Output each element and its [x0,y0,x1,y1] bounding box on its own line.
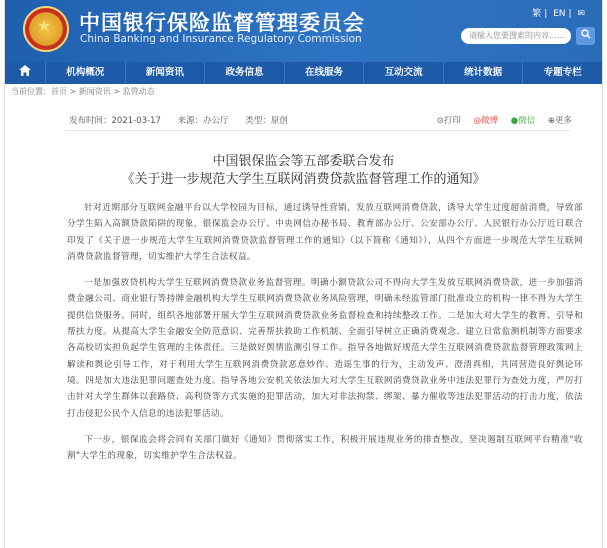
nav-item-special-topics[interactable]: 专题专栏 [543,67,582,78]
search-icon[interactable] [576,27,595,45]
site-title-cn: 中国银行保险监督管理委员会 [79,10,365,35]
site-header [5,0,602,62]
emblem-logo: ★ [23,6,69,52]
article-title-line2: 《关于进一步规范大学生互联网消费贷款监督管理工作的通知》 [121,172,486,187]
article-body [67,200,583,474]
print-button[interactable]: ⊙打印 [436,116,461,126]
nav-item-about[interactable]: 机构概况 [46,62,126,84]
search-input[interactable]: 请输入您要搜索的内容…… [461,28,571,44]
article-title-line1: 中国银保监会等五部委联合发布 [212,154,395,169]
weixin-share-button[interactable]: ●微信 [510,116,536,126]
more-share-button[interactable]: ⊕更多 [547,116,572,126]
paragraph: 针对近期部分互联网金融平台以大学校园为目标，通过诱导性营销，发放互联网消费贷款，诱导大学生过度超前消费，导致部分学生陷入高额贷款陷阱的现象，银保监会办公厅、中央网信办秘书局、教育部办公厅、公安部办公厅、人民银行办公厅近日联合印发了《关于进一步规范大学生互联网消费贷款监督管理工作的通知》（以下简称《通知》），从四个方面进一步规范大学生互联网消费贷款监督管理，切实维护大学生合法权益。 [67,203,583,262]
top-links: 繁 | EN | ✉ [532,9,585,19]
traditional-chinese-link[interactable]: 繁 [532,9,542,19]
paragraph: 下一步，银保监会将会同有关部门做好《通知》贯彻落实工作，积极开展违规业务的排查整改，坚决遏制互联网平台精准"收割"大学生的现象，切实维护学生合法权益。 [67,434,583,462]
mail-icon[interactable]: ✉ [577,9,585,19]
nav-item-online-service[interactable]: 在线服务 [285,62,365,84]
page-frame [4,0,603,548]
main-nav [5,62,602,84]
nav-item-government-info[interactable]: 政务信息 [205,62,285,84]
nav-item-statistics[interactable]: 统计数据 [444,62,524,84]
article-meta [69,114,302,126]
site-title-en: China Banking and Insurance Regulatory Commission [80,33,362,45]
nav-item-news[interactable]: 新闻资讯 [126,62,206,84]
publish-date: 发布时间：2021-03-17 [69,116,161,126]
article-type: 类型：原创 [245,116,288,126]
nav-item-interaction[interactable]: 互动交流 [364,62,444,84]
weibo-share-button[interactable]: ◎微博 [473,116,499,126]
paragraph: 一是加强放贷机构大学生互联网消费贷款业务监督管理。明确小额贷款公司不得向大学生发放互联网消费贷款，进一步加强消费金融公司、商业银行等持牌金融机构大学生互联网消费贷款业务风险管理，明确未经监管部门批准设立的机构一律不得为大学生提供信贷服务。同时，组织各地部署开展大学生互联网消费贷款业务监督检查和持续整改工作。二是加大对大学生的教育、引导和帮扶力度。从提高大学生金融安全防范意识、完善帮扶救助工作机制、全面引导树立正确消费观念、建立日常监测机制等方面要求各高校切实担负起学生管理的主体责任。三是做好舆情监测引导工作。指导各地做好规范大学生互联网消费贷款监督管理政策网上解读和舆论引导工作，对于利用大学生互联网消费贷款恶意炒作、造谣生事的行为，主动发声、澄清真相，共同营造良好舆论环境。四是加大违法犯罪问题查处力度。指导各地公安机关依法加大对大学生互联网消费贷款业务中违法犯罪行为查处力度，严厉打击针对大学生群体以套路贷、高利贷等方式实施的犯罪活动，加大对非法拘禁、绑架、暴力催收等违法犯罪活动的打击力度，依法打击侵犯公民个人信息的违法犯罪活动。 [67,278,583,419]
source: 来源：办公厅 [177,116,229,126]
english-link[interactable]: EN [553,9,566,19]
home-icon[interactable] [5,62,46,84]
share-bar [427,114,572,126]
breadcrumb[interactable]: 当前位置：首页 > 新闻资讯 > 监管动态 [11,87,155,96]
divider [65,130,570,131]
